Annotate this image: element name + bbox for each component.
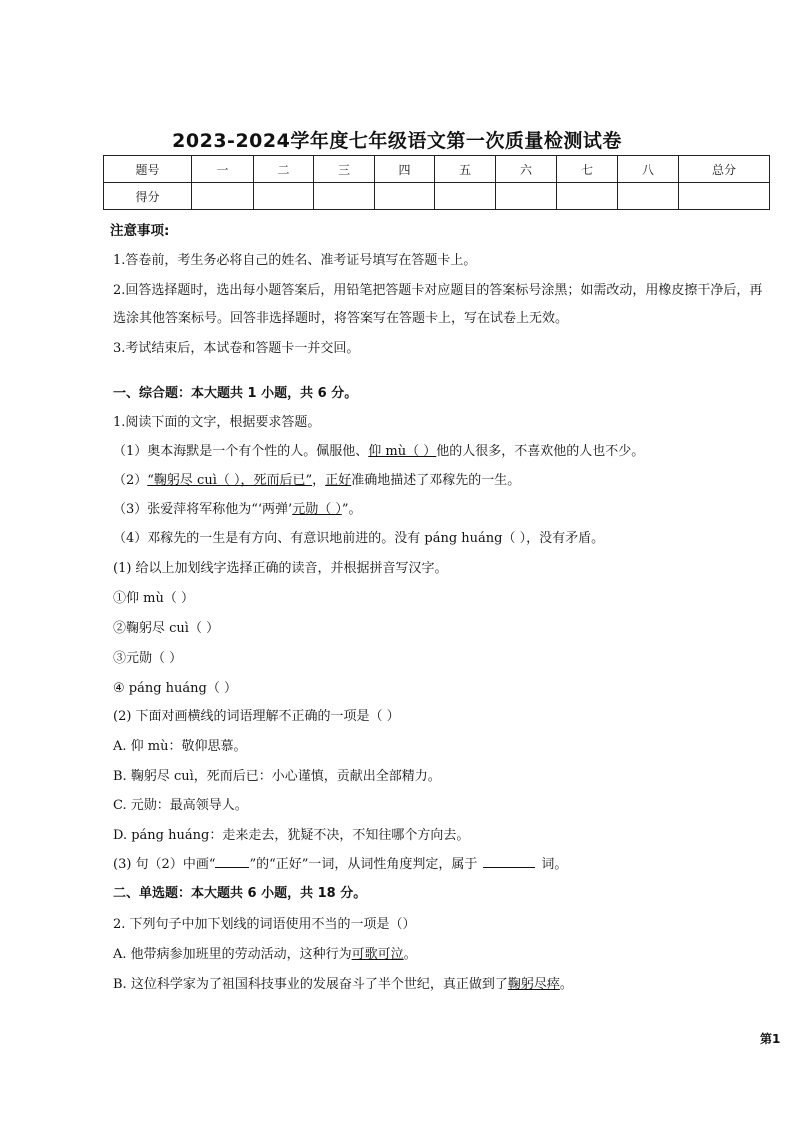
score-cell [679,183,770,210]
sentence-2-underlined-word: 正好 [325,473,352,488]
score-header-cell: 一 [192,156,254,183]
sentence-3-underlined: 元勋（ ） [292,502,342,517]
sentence-2-underlined-phrase: “鞠躬尽 cuì（ ），死而后已” [147,473,313,488]
q2-choice-b-underlined: 鞠躬尽瘁 [507,977,560,992]
sentence-4: （4）邓稼先的一生是有方向、有意识地前进的。没有 páng huáng（ ），没有矛盾。 [113,531,605,546]
section1-heading: 一、综合题：本大题共 1 小题，共 6 分。 [113,386,358,401]
score-header-cell: 二 [254,156,314,183]
sentence-3-post: ”。 [341,502,362,517]
note-item-1: 1.答卷前，考生务必将自己的姓名、准考证号填写在答题卡上。 [113,253,477,268]
score-header-cell: 七 [557,156,618,183]
q2-choice-b-pre: B. 这位科学家为了祖国科技事业的发展奋斗了半个世纪，真正做到了 [113,977,508,992]
score-cell [496,183,557,210]
sentence-1-pre: （1）奥本海默是一个有个性的人。佩服他、 [113,444,369,459]
choice-c: C. 元勋：最高领导人。 [113,798,248,813]
sentence-1-post: 他的人很多，不喜欢他的人也不少。 [436,444,645,459]
score-header-cell: 八 [618,156,679,183]
sentence-2-mid: ， [312,473,326,488]
score-cell [375,183,435,210]
sentence-2 [113,469,520,488]
note-item-3: 3.考试结束后，本试卷和答题卡一并交回。 [113,341,360,356]
option-4: ④ páng huáng（ ） [113,681,238,696]
sentence-1-underlined: 仰 mù（ ） [368,444,437,459]
sentence-2-post: 准确地描述了邓稼先的一生。 [351,473,521,488]
score-header-cell: 四 [375,156,435,183]
option-3: ③元勋（ ） [113,651,183,666]
score-table [103,155,770,210]
notes-heading: 注意事项: [110,223,170,239]
score-header-cell: 三 [314,156,375,183]
sub3-prompt [113,853,567,872]
sub1-prompt: (1) 给以上加划线字选择正确的读音，并根据拼音写汉字。 [113,561,448,576]
sub3-post: 词。 [541,857,568,872]
score-cell [435,183,496,210]
score-cell [254,183,314,210]
sentence-1 [113,440,644,459]
choice-d: D. páng huáng：走来走去，犹疑不决，不知往哪个方向去。 [113,828,470,843]
sub2-prompt: (2) 下面对画横线的词语理解不正确的一项是（ ） [113,709,400,724]
q2-choice-a-underlined: 可歌可泣 [351,947,404,962]
q2-choice-b [113,973,573,992]
score-cell [192,183,254,210]
option-2: ②鞠躬尽 cuì（ ） [113,621,220,636]
q1-prompt: 1.阅读下面的文字，根据要求答题。 [113,415,321,430]
q2-choice-a [113,943,417,962]
note-item-2b: 选涂其他答案标号。回答非选择题时，将答案写在答题卡上，写在试卷上无效。 [113,311,569,326]
sub3-pre: (3) 句（2）中画“ [113,857,216,872]
q2-choice-b-post: 。 [559,977,573,992]
exam-title: 2023-2024学年度七年级语文第一次质量检测试卷 [172,130,622,152]
score-cell [557,183,618,210]
q2-choice-a-pre: A. 他带病参加班里的劳动活动，这种行为 [113,947,352,962]
score-header-cell: 六 [496,156,557,183]
page-number: 第1 [760,1032,781,1046]
score-row [104,183,770,210]
score-header-cell: 五 [435,156,496,183]
answer-blank [215,854,249,868]
option-1: ①仰 mù（ ） [113,591,194,606]
choice-a: A. 仰 mù：敬仰思慕。 [113,739,247,754]
sentence-2-pre: （2） [113,473,148,488]
score-cell [618,183,679,210]
answer-blank [483,854,535,868]
section2-heading: 二、单选题：本大题共 6 小题，共 18 分。 [113,886,367,901]
score-header-cell: 总分 [679,156,770,183]
score-header-row [104,156,770,183]
sentence-3 [113,498,361,517]
choice-b: B. 鞠躬尽 cuì，死而后已：小心谨慎，贡献出全部精力。 [113,769,441,784]
score-cell [314,183,375,210]
note-item-2a: 2.回答选择题时，选出每小题答案后，用铅笔把答题卡对应题目的答案标号涂黑；如需改动，用橡皮擦干净后，再 [113,283,763,298]
sentence-3-pre: （3）张爱萍将军称他为“‘两弹’ [113,502,293,517]
sub3-mid: ”的“正好”一词，从词性角度判定，属于 [249,857,478,872]
q2-choice-a-post: 。 [403,947,417,962]
score-row-label: 得分 [104,183,192,210]
score-header-cell: 题号 [104,156,192,183]
q2-prompt: 2. 下列句子中加下划线的词语使用不当的一项是（） [113,917,416,932]
